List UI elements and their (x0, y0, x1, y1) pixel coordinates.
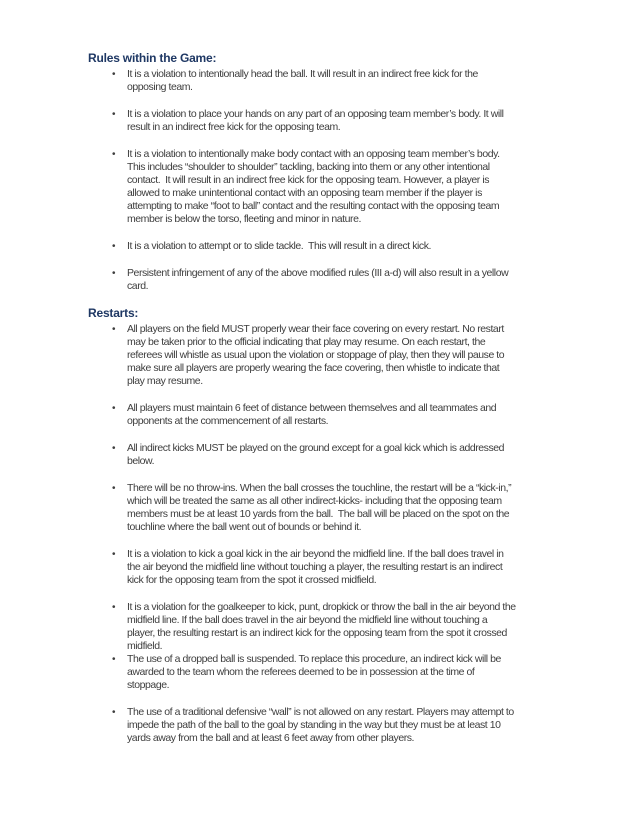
bullet-text: It is a violation for the goalkeeper to kick, punt, dropkick or throw the ball in the air beyond the midfield line. If the ball does travel in the air beyond the midfield line without touching a player, the resulting restart is an indirect kick for the opposing team from the spot it crossed midfield. (127, 601, 519, 652)
bullet-marker: • (112, 149, 116, 160)
bullet-marker: • (112, 443, 116, 454)
bullet-text: It is a violation to intentionally head the ball. It will result in an indirect free kick for the opposing team. (127, 68, 481, 93)
bullet-marker: • (112, 241, 116, 252)
bullet-text: The use of a traditional defensive “wall” is not allowed on any restart. Players may attempt to impede the path of the ball to the goal by standing in the way but they must be at least 10 yards away from the ball and at least 6 feet away from other players. (127, 706, 517, 744)
bullet-marker: • (112, 324, 116, 335)
bullet-item (112, 68, 516, 94)
document-content (88, 51, 519, 759)
section-heading-restarts: Restarts: (88, 306, 139, 320)
bullet-item (112, 653, 516, 692)
bullet-text: It is a violation to kick a goal kick in the air beyond the midfield line. If the ball does travel in the air beyond the midfield line without touching a player, the resulting restart is an indirect kick for the opposing team from the spot it crossed midfield. (127, 548, 506, 586)
bullet-text: All players must maintain 6 feet of distance between themselves and all teammates and opponents at the commencement of all restarts. (127, 402, 499, 427)
bullet-text: Persistent infringement of any of the above modified rules (III a-d) will also result in a yellow card. (127, 267, 511, 292)
rules-bullet-list (112, 68, 516, 293)
bullet-item (112, 240, 516, 253)
bullet-marker: • (112, 268, 116, 279)
bullet-item (112, 548, 516, 587)
bullet-text: The use of a dropped ball is suspended. To replace this procedure, an indirect kick will be awarded to the team whom the referees deemed to be in possession at the time of stoppage. (127, 653, 504, 691)
bullet-text: It is a violation to intentionally make body contact with an opposing team member’s body. This includes “shoulder to shoulder” tackling, backing into them or any other intentional contact. It will result in an indirect free kick for the opposing team. However, a player is allowed to make unintentional contact with an opposing team member if the player is attempting to make “foot to ball” contact and the resulting contact with the opposing team member is below the torso, fleeting and minor in nature. (127, 148, 505, 225)
bullet-text: It is a violation to place your hands on any part of an opposing team member’s body. It will result in an indirect free kick for the opposing team. (127, 108, 506, 133)
bullet-item (112, 482, 516, 534)
bullet-marker: • (112, 69, 116, 80)
bullet-text: It is a violation to attempt or to slide tackle. This will result in a direct kick. (127, 240, 431, 252)
section-heading-rules-within-game: Rules within the Game: (88, 51, 217, 65)
bullet-marker: • (112, 707, 116, 718)
bullet-item (112, 148, 516, 226)
bullet-marker: • (112, 483, 116, 494)
restarts-bullet-list (112, 323, 519, 745)
bullet-marker: • (112, 654, 116, 665)
bullet-item (112, 706, 516, 745)
bullet-item (112, 323, 516, 388)
bullet-item (112, 442, 516, 468)
bullet-text: All players on the field MUST properly wear their face covering on every restart. No restart may be taken prior to the official indicating that play may resume. On each restart, the referees will whistle as usual upon the violation or stoppage of play, then they will pause to make sure all players are properly wearing the face covering, then whistle to indicate that play may resume. (127, 323, 507, 387)
bullet-item (112, 108, 516, 134)
bullet-marker: • (112, 403, 116, 414)
bullet-marker: • (112, 602, 116, 613)
bullet-item (112, 402, 516, 428)
bullet-text: There will be no throw-ins. When the ball crosses the touchline, the restart will be a “kick-in,” which will be treated the same as all other indirect-kicks- including that the opposing team members must be at least 10 yards from the ball. The ball will be placed on the spot on the touchline where the ball went out of bounds or behind it. (127, 482, 514, 533)
bullet-item (112, 601, 519, 653)
bullet-marker: • (112, 549, 116, 560)
bullet-text: All indirect kicks MUST be played on the ground except for a goal kick which is addressed below. (127, 442, 507, 467)
bullet-item (112, 267, 516, 293)
bullet-marker: • (112, 109, 116, 120)
